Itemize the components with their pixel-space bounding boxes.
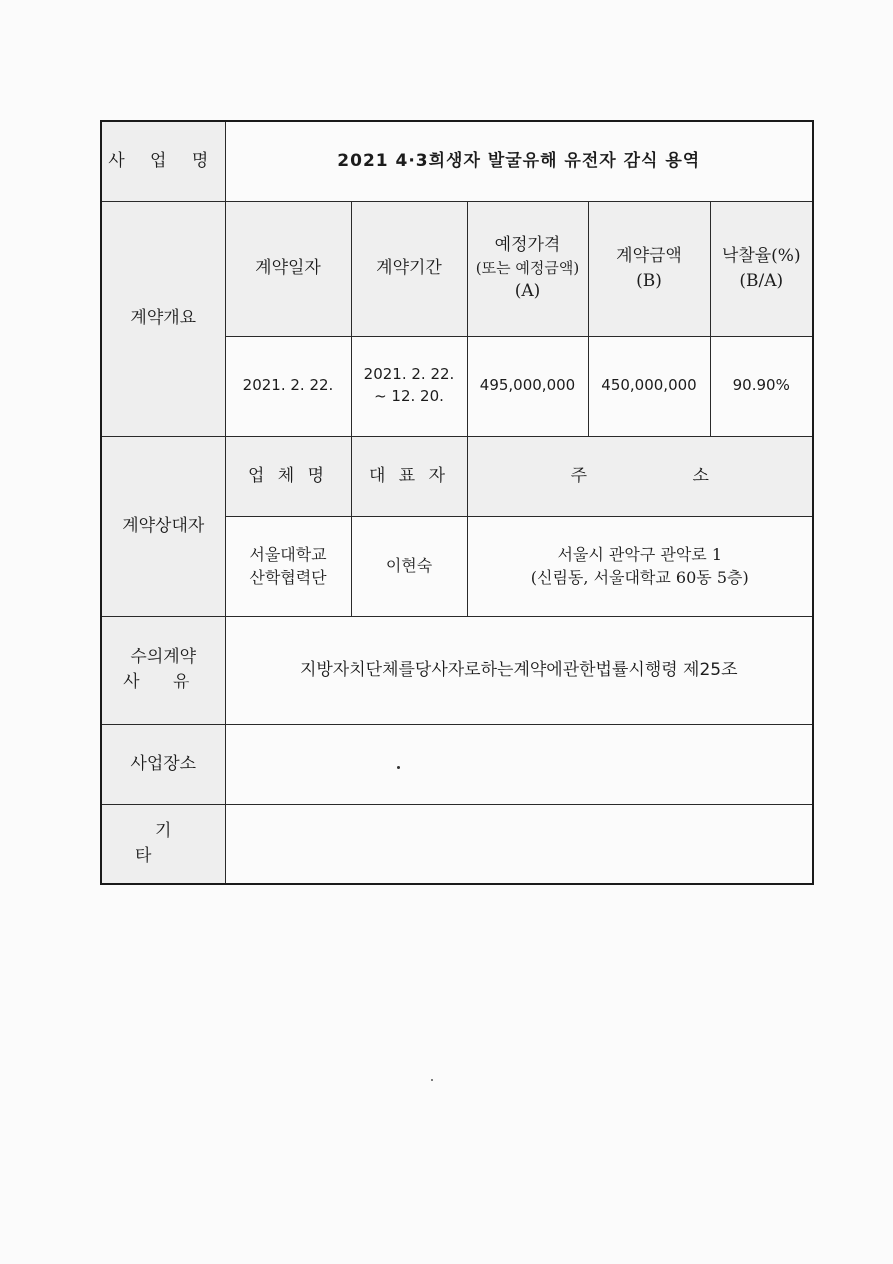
address-value bbox=[467, 516, 813, 616]
address-header: 주 소 bbox=[467, 436, 813, 516]
address-line1: 서울시 관악구 관악로 1 bbox=[557, 544, 723, 564]
award-rate-header-line1: 낙찰율(%) bbox=[721, 245, 801, 266]
contract-date-header: 계약일자 bbox=[225, 201, 351, 336]
award-rate-header-line2: (B/A) bbox=[739, 270, 784, 291]
contract-info-table bbox=[100, 120, 814, 885]
representative-header: 대 표 자 bbox=[351, 436, 467, 516]
private-contract-reason-label bbox=[101, 616, 225, 724]
company-header: 업 체 명 bbox=[225, 436, 351, 516]
other-value bbox=[225, 804, 813, 884]
project-name-value: 2021 4·3희생자 발굴유해 유전자 감식 용역 bbox=[225, 121, 813, 201]
business-location-label: 사업장소 bbox=[101, 724, 225, 804]
estimated-price-header-line2: (또는 예정금액) bbox=[475, 258, 580, 277]
award-rate-header bbox=[710, 201, 813, 336]
business-location-value bbox=[225, 724, 813, 804]
other-label: 기 타 bbox=[101, 804, 225, 884]
contract-amount-header-line1: 계약금액 bbox=[616, 245, 682, 266]
reason-label-line1: 수의계약 bbox=[130, 647, 197, 668]
contract-period-line2: ~ 12. 20. bbox=[374, 387, 444, 405]
counterparty-label: 계약상대자 bbox=[101, 436, 225, 616]
scan-speck bbox=[397, 766, 400, 769]
company-line2: 산학협력단 bbox=[249, 568, 327, 587]
contract-amount-header-line2: (B) bbox=[636, 270, 662, 291]
project-name-label: 사 업 명 bbox=[101, 121, 225, 201]
contract-amount-value: 450,000,000 bbox=[588, 336, 710, 436]
company-value bbox=[225, 516, 351, 616]
scan-speck bbox=[431, 1079, 433, 1081]
estimated-price-header bbox=[467, 201, 588, 336]
representative-value: 이현숙 bbox=[351, 516, 467, 616]
private-contract-reason-value: 지방자치단체를당사자로하는계약에관한법률시행령 제25조 bbox=[225, 616, 813, 724]
contract-date-value: 2021. 2. 22. bbox=[225, 336, 351, 436]
award-rate-value: 90.90% bbox=[710, 336, 813, 436]
contract-overview-label: 계약개요 bbox=[101, 201, 225, 436]
contract-period-header: 계약기간 bbox=[351, 201, 467, 336]
contract-amount-header bbox=[588, 201, 710, 336]
contract-period-value bbox=[351, 336, 467, 436]
address-line2: (신림동, 서울대학교 60동 5층) bbox=[530, 568, 749, 587]
estimated-price-header-line1: 예정가격 bbox=[494, 234, 561, 255]
contract-period-line1: 2021. 2. 22. bbox=[363, 365, 455, 384]
estimated-price-value: 495,000,000 bbox=[467, 336, 588, 436]
company-line1: 서울대학교 bbox=[249, 544, 327, 564]
reason-label-line2: 사 유 bbox=[123, 672, 204, 692]
estimated-price-header-line3: (A) bbox=[514, 281, 541, 302]
